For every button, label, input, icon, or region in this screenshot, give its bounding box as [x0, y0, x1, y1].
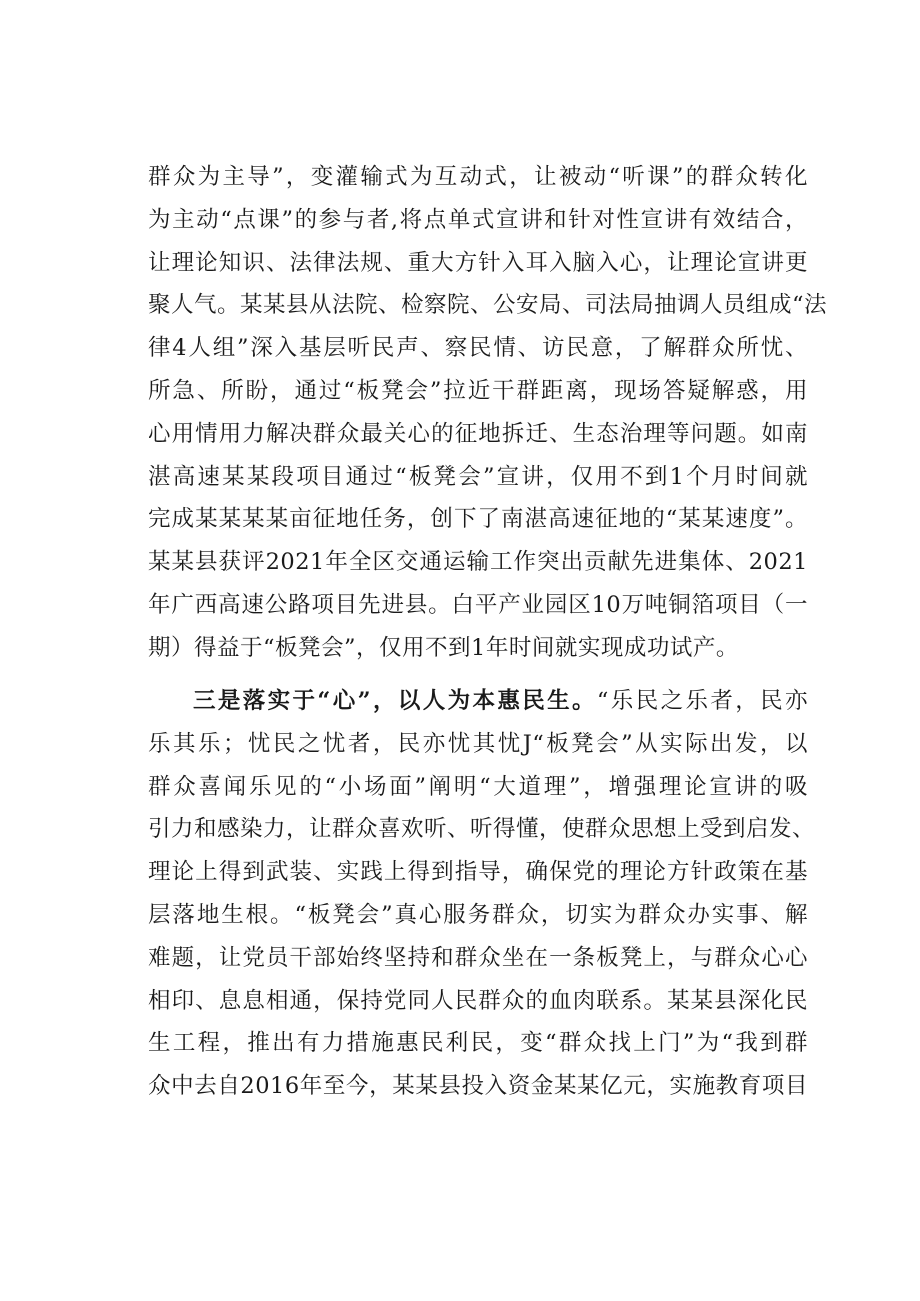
paragraph-2-first-line-rest: “乐民之乐者，民亦 [596, 688, 808, 714]
text-line: 所急、所盼，通过“板凳会”拉近干群距离，现场答疑解惑，用 [148, 377, 808, 404]
text-line: 群众为主导”，变灌输式为互动式，让被动“听课”的群众转化 [148, 164, 808, 190]
text-line: 层落地生根。“板凳会”真心服务群众，切实为群众办实事、解 [148, 901, 808, 928]
text-line: 律4人组”深入基层听民声、察民情、访民意，了解群众所忧、 [148, 335, 808, 362]
text-line: 为主动“点课”的参与者,将点单式宣讲和针对性宣讲有效结合， [148, 206, 808, 233]
text-line [148, 680, 808, 723]
text-line: 期）得益于“板凳会”，仅用不到1年时间就实现成功试产。 [148, 634, 739, 661]
text-line: 某某县获评2021年全区交通运输工作突出贡献先进集体、2021 [148, 549, 808, 576]
text-line: 让理论知识、法律法规、重大方针入耳入脑入心，让理论宣讲更 [148, 249, 808, 276]
text-line: 聚人气。某某县从法院、检察院、公安局、司法局抽调人员组成“法 [148, 292, 828, 319]
paragraph-1 [148, 156, 828, 670]
paragraph-2 [148, 680, 816, 1108]
text-line: 年广西高速公路项目先进县。白平产业园区10万吨铜箔项目（一 [148, 591, 808, 618]
text-line: 完成某某某某亩征地任务，创下了南湛高速征地的“某某速度”。 [148, 506, 808, 533]
text-line: 难题，让党员干部始终坚持和群众坐在一条板凳上，与群众心心 [148, 944, 808, 971]
text-line: 众中去自2016年至今，某某县投入资金某某亿元，实施教育项目 [148, 1073, 808, 1100]
text-line: 理论上得到武装、实践上得到指导，确保党的理论方针政策在基 [148, 859, 808, 886]
text-line: 湛高速某某段项目通过“板凳会”宣讲，仅用不到1个月时间就 [148, 463, 808, 490]
text-line: 乐其乐；忧民之忧者，民亦忧其忧J“板凳会”从实际出发，以 [148, 730, 808, 757]
text-line: 生工程，推出有力措施惠民利民，变“群众找上门”为“我到群 [148, 1030, 808, 1057]
paragraph-2-lead-heading: 三是落实于“心”，以人为本惠民生。 [193, 688, 597, 714]
text-line: 心用情用力解决群众最关心的征地拆迁、生态治理等问题。如南 [148, 420, 808, 447]
text-line: 群众喜闻乐见的“小场面”阐明“大道理”，增强理论宣讲的吸 [148, 773, 808, 800]
text-line: 引力和感染力，让群众喜欢听、听得懂，使群众思想上受到启发、 [148, 816, 816, 843]
text-line: 相印、息息相通，保持党同人民群众的血肉联系。某某县深化民 [148, 987, 808, 1014]
